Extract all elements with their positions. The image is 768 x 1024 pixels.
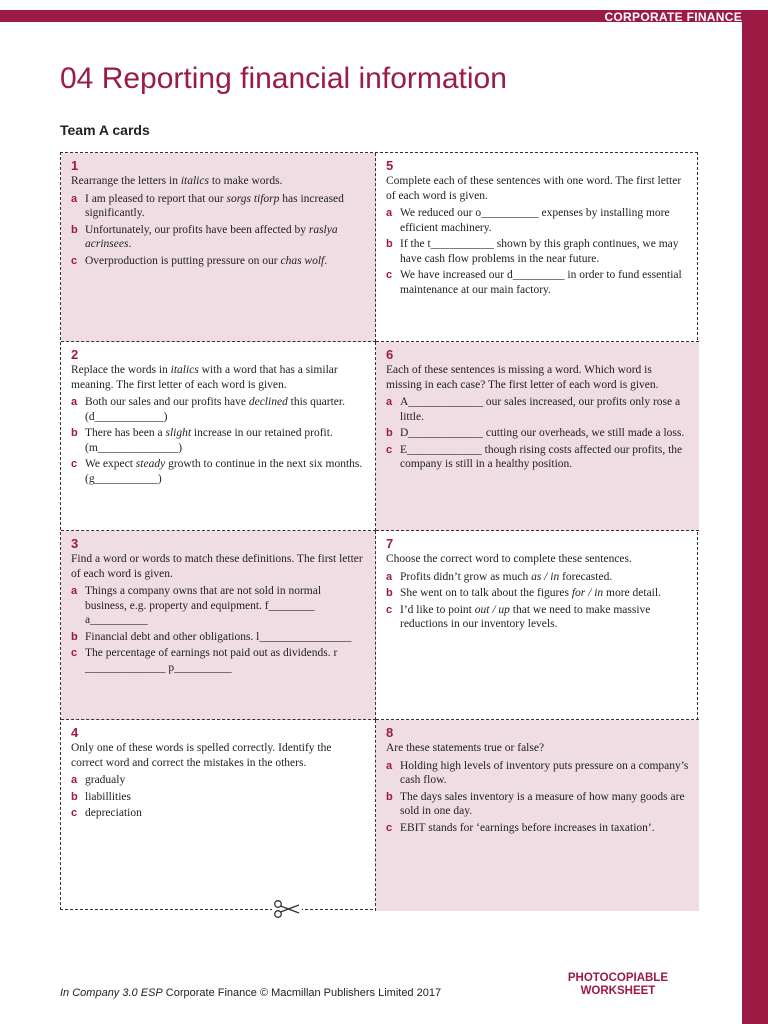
item-letter: c [386,443,393,456]
text-run: Complete each of these sentences with one word. The first letter of each word is given. [386,175,682,202]
section-label: CORPORATE FINANCE [604,10,742,24]
card-item [386,268,689,297]
italic-phrase: sorgs tiforp [226,192,280,205]
text-run: There has been a [85,427,166,439]
card-item [386,443,689,472]
item-letter: a [71,192,78,205]
text-run: We have increased our d_________ in order to fund essential maintenance at our main factory. [400,269,682,296]
item-text [85,192,365,221]
text-run: Unfortunately, our profits have been affected by [85,223,309,236]
card-item [386,759,689,788]
card-instruction [386,174,689,203]
text-run: Rearrange the letters in [71,175,181,187]
text-run: Holding high levels of inventory puts pressure on a company’s cash flow. [400,759,689,786]
item-text [400,821,689,836]
card-instruction [71,552,365,581]
text-run: to make words. [208,175,283,187]
italic-phrase: as / in [531,570,560,583]
item-text [400,206,689,235]
exercise-card-7 [376,531,699,720]
item-letter: a [386,396,393,408]
credit-book-title: In Company 3.0 ESP [60,987,163,999]
item-text [400,570,689,585]
card-number: 7 [386,536,394,551]
text-run: She went on to talk about the figures [400,587,572,599]
text-run: that we need to make massive reductions in our inventory levels. [400,603,651,630]
text-run: E_____________ though rising costs affected our profits, the company is still in a healthy position. [400,443,683,470]
page-title: 04 Reporting financial information [60,62,507,95]
card-instruction [386,363,689,392]
italic-phrase: slight [165,427,192,439]
card-number: 8 [386,725,394,740]
item-letter: b [71,630,78,643]
text-run: Overproduction is putting pressure on our [85,254,281,267]
card-number: 1 [71,158,79,173]
page-subtitle: Team A cards [60,122,150,138]
item-letter: a [71,585,78,597]
text-run: . [324,254,328,267]
exercise-card-8 [376,720,699,911]
italic-phrase: italics [170,364,199,376]
card-item [386,790,689,819]
italic-phrase: steady [135,458,166,470]
italic-phrase: raslya acrinsees [85,223,338,250]
text-run: this quarter. (d____________) [85,396,345,423]
item-letter: a [71,396,78,408]
text-run: EBIT stands for ‘earnings before increases in taxation’. [400,821,655,834]
text-run: liabillities [85,790,131,803]
card-item [71,773,365,788]
item-letter: c [386,269,393,281]
item-letter: b [386,587,393,599]
text-run: Things a company owns that are not sold in normal business, e.g. property and equipment. f________ a__________ [85,585,322,626]
item-text [400,237,689,266]
text-run: Each of these sentences is missing a word. Which word is missing in each case? The first letter of each word is given. [386,364,659,391]
item-letter: b [386,790,393,803]
card-instruction [71,741,365,770]
italic-phrase: out / up [474,603,510,616]
card-number: 6 [386,347,394,362]
item-letter: c [71,458,78,470]
card-item [71,790,365,805]
card-number: 4 [71,725,79,740]
item-text [85,630,365,645]
item-text [85,223,365,252]
text-run: . [128,238,132,250]
exercise-card-4 [61,720,376,911]
text-run: gradualy [85,774,126,786]
copyright-credit [60,987,441,999]
card-item [71,646,365,675]
exercise-card-1 [61,153,376,342]
card-instruction [71,174,365,189]
scissors-icon [272,898,302,920]
card-item [386,586,689,601]
item-text [400,603,689,632]
exercise-card-2 [61,342,376,531]
item-text [85,426,365,455]
exercise-card-3 [61,531,376,720]
text-run: with a word that has a similar meaning. The first letter of each word is given. [71,364,338,391]
text-run: growth to continue in the next six months. (g___________) [85,458,363,485]
text-run: If the t___________ shown by this graph continues, we may have cash flow problems in the near future. [400,238,679,265]
item-letter: c [386,821,393,834]
card-number: 3 [71,536,79,551]
item-text [400,443,689,472]
card-item [71,254,365,269]
card-item [386,426,689,441]
item-text [85,773,365,788]
item-text [400,426,689,441]
side-bar [742,10,768,1024]
text-run: depreciation [85,807,142,819]
text-run: I’d like to point [400,603,475,616]
text-run: forecasted. [559,570,613,583]
text-run: Profits didn’t grow as much [400,570,532,583]
italic-phrase: for / in [571,587,604,599]
italic-phrase: italics [180,175,209,187]
italic-phrase: chas wolf [280,254,325,267]
item-text [85,457,365,486]
item-letter: c [71,254,78,267]
item-letter: a [386,207,393,219]
text-run: has increased significantly. [85,192,344,219]
text-run: Replace the words in [71,364,171,376]
item-text [85,395,365,424]
item-letter: c [71,647,78,659]
item-letter: c [386,603,393,616]
item-text [400,586,689,601]
item-letter: b [71,223,78,236]
item-text [85,646,365,675]
text-run: Are these statements true or false? [386,742,545,754]
item-text [400,395,689,424]
card-instruction [386,552,689,567]
card-item [386,206,689,235]
card-instruction [386,741,689,756]
item-text [400,790,689,819]
text-run: A_____________ our sales increased, our profits only rose a little. [400,396,681,423]
card-number: 5 [386,158,394,173]
card-item [71,806,365,821]
item-text [85,806,365,821]
italic-phrase: declined [248,396,288,408]
item-letter: b [71,427,78,439]
credit-text: Corporate Finance © Macmillan Publishers Limited 2017 [162,987,442,999]
text-run: I am pleased to report that our [85,192,227,205]
card-item [71,426,365,455]
item-letter: c [71,807,78,819]
text-run: more detail. [603,587,661,599]
item-letter: a [71,774,78,786]
card-item [71,630,365,645]
item-text [400,268,689,297]
text-run: The days sales inventory is a measure of how many goods are sold in one day. [400,790,685,817]
text-run: increase in our retained profit. (m______________) [85,427,333,454]
card-item [71,457,365,486]
text-run: Only one of these words is spelled correctly. Identify the correct word and correct the mistakes in the others. [71,742,332,769]
text-run: The percentage of earnings not paid out as dividends. r ______________ p__________ [85,647,338,674]
card-item [386,395,689,424]
exercise-card-5 [376,153,699,342]
card-instruction [71,363,365,392]
card-item [386,821,689,836]
item-letter: b [386,427,393,439]
text-run: We reduced our o__________ expenses by installing more efficient machinery. [400,207,670,234]
item-letter: b [71,790,78,803]
item-letter: b [386,238,393,250]
text-run: Find a word or words to match these definitions. The first letter of each word is given. [71,553,363,580]
card-item [386,570,689,585]
card-item [71,192,365,221]
card-item [386,237,689,266]
text-run: Financial debt and other obligations. l________________ [85,630,352,643]
item-letter: a [386,759,393,772]
card-grid [60,152,698,910]
text-run: Both our sales and our profits have [85,396,249,408]
item-text [85,790,365,805]
card-item [386,603,689,632]
item-text [85,254,365,269]
text-run: We expect [85,458,136,470]
exercise-card-6 [376,342,699,531]
item-letter: a [386,570,393,583]
card-item [71,223,365,252]
card-item [71,584,365,628]
item-text [400,759,689,788]
card-number: 2 [71,347,79,362]
photocopiable-stamp [568,972,668,998]
stamp-line-2: WORKSHEET [580,985,656,997]
card-item [71,395,365,424]
item-text [85,584,365,628]
text-run: D_____________ cutting our overheads, we still made a loss. [400,427,685,439]
stamp-line-1: PHOTOCOPIABLE [567,972,668,984]
text-run: Choose the correct word to complete these sentences. [386,553,632,565]
